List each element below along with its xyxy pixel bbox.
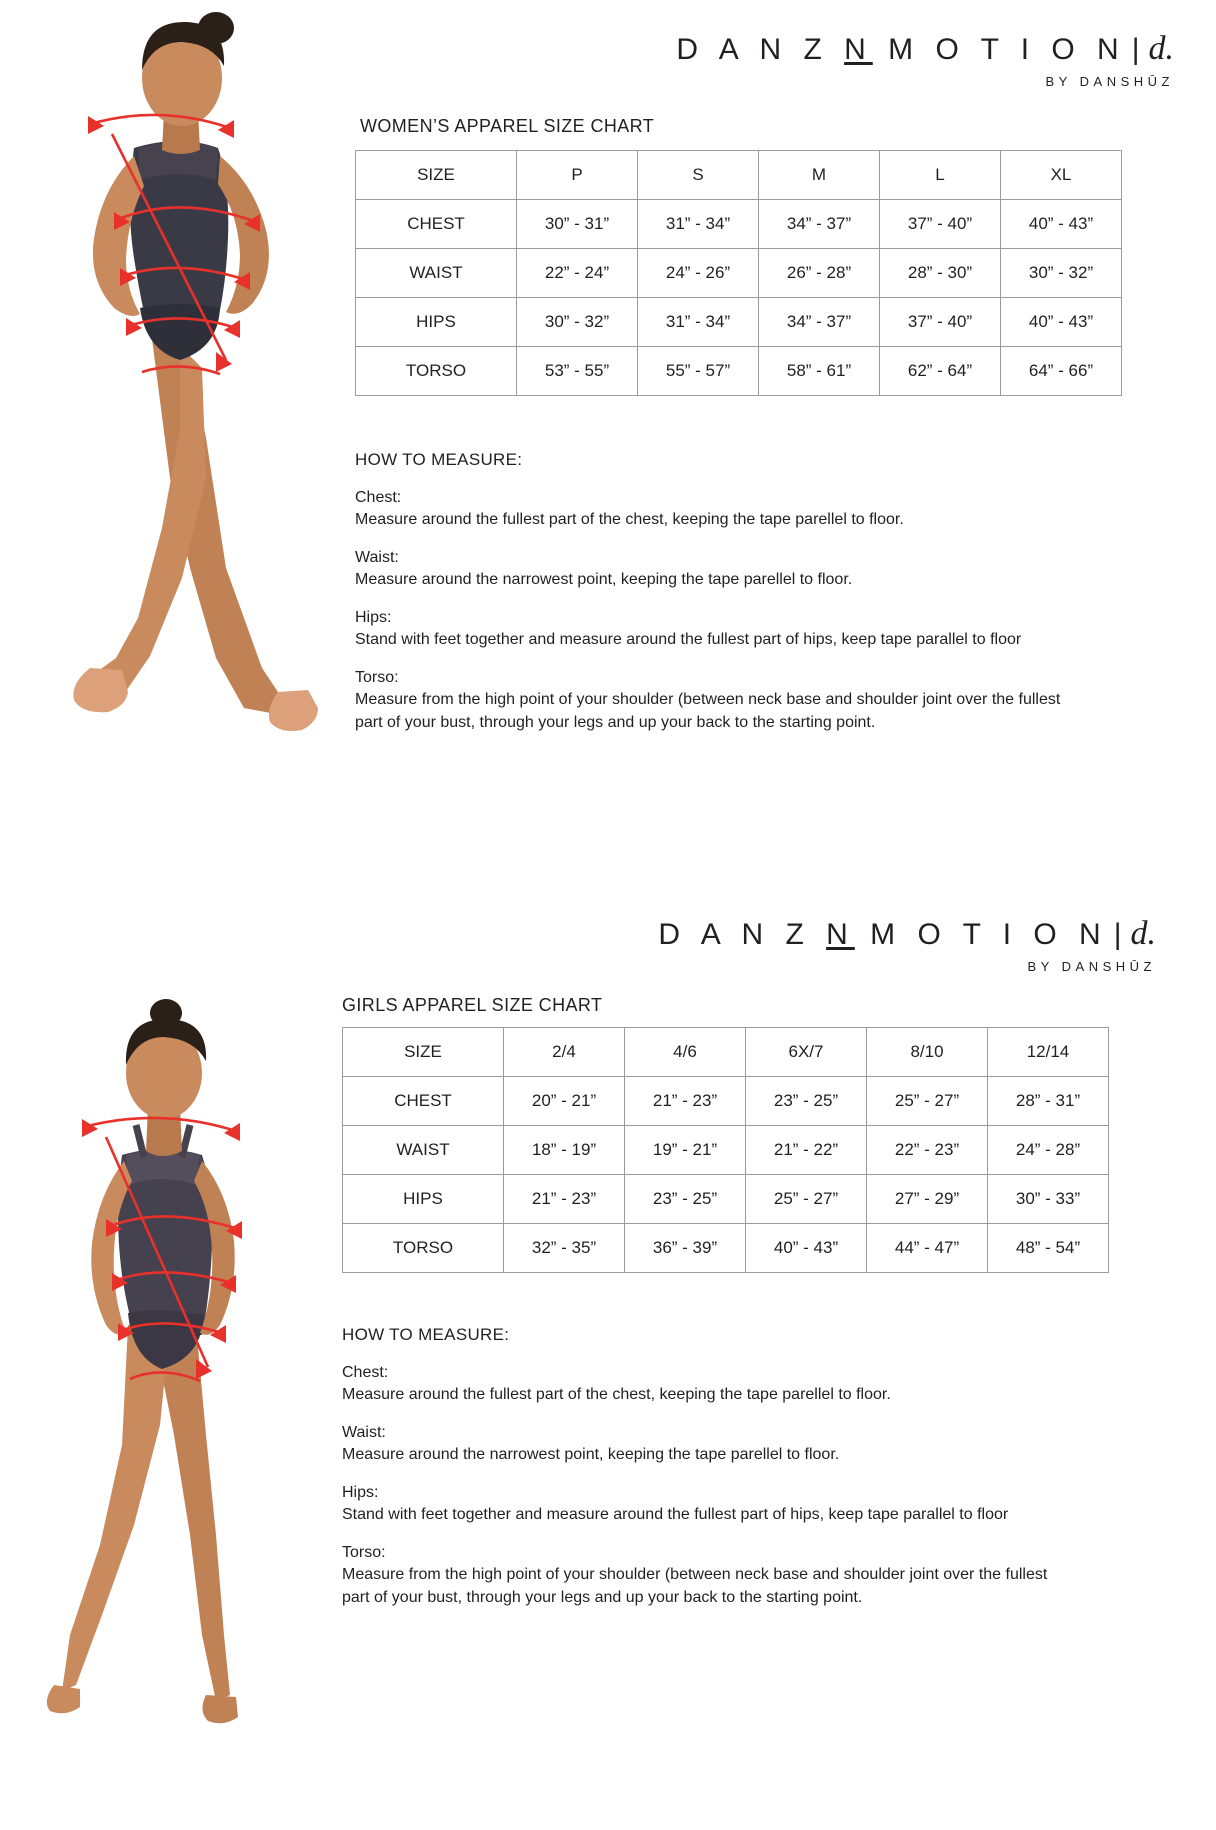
table-cell: 21” - 23” — [504, 1175, 625, 1224]
measure-text: Measure around the fullest part of the chest, keeping the tape parellel to floor. — [355, 511, 904, 529]
table-row — [343, 1126, 1109, 1175]
brand-tagline: BY DANSHŪZ — [1027, 959, 1156, 974]
table-row — [343, 1077, 1109, 1126]
measure-block-chest — [342, 1361, 1057, 1407]
table-cell: 25” - 27” — [867, 1077, 988, 1126]
brand-tagline: BY DANSHŪZ — [1045, 74, 1174, 89]
womens-model-figure — [30, 8, 330, 848]
table-cell: 37” - 40” — [880, 298, 1001, 347]
table-header-cell: S — [638, 151, 759, 200]
table-row — [356, 249, 1122, 298]
table-cell: 40” - 43” — [746, 1224, 867, 1273]
table-header-cell: L — [880, 151, 1001, 200]
brand-name-text: D A N Z N M O T I O N — [676, 33, 1126, 66]
model-shoe-left — [73, 668, 128, 712]
table-cell: 26” - 28” — [759, 249, 880, 298]
measure-label: Waist: — [355, 548, 399, 566]
measure-text: Measure around the fullest part of the chest, keeping the tape parellel to floor. — [342, 1386, 891, 1404]
womens-model-illustration — [30, 8, 330, 848]
measure-label: Waist: — [342, 1423, 386, 1441]
measure-text: Measure from the high point of your shoulder (between neck base and shoulder joint over the fullest part of your bust, through your legs and up your back to the starting point. — [355, 690, 1061, 731]
measure-block-torso — [342, 1541, 1057, 1610]
table-cell: 25” - 27” — [746, 1175, 867, 1224]
measure-text: Stand with feet together and measure around the fullest part of hips, keep tape parallel to floor — [355, 631, 1022, 648]
table-cell: 32” - 35” — [504, 1224, 625, 1273]
table-header-cell: 8/10 — [867, 1028, 988, 1077]
table-cell: 24” - 26” — [638, 249, 759, 298]
measure-block-hips — [355, 606, 1075, 652]
model-shoe-right — [269, 690, 318, 731]
table-cell: 40” - 43” — [1001, 200, 1122, 249]
table-cell: 22” - 23” — [867, 1126, 988, 1175]
table-cell: 21” - 22” — [746, 1126, 867, 1175]
row-label: HIPS — [343, 1175, 504, 1224]
girls-model-figure — [10, 995, 310, 1755]
measure-block-chest — [355, 486, 1075, 532]
table-cell: 62” - 64” — [880, 347, 1001, 396]
arrowhead-shoulder-left — [88, 116, 104, 134]
girls-model-illustration — [10, 995, 310, 1755]
table-cell: 64” - 66” — [1001, 347, 1122, 396]
brand-lockup-women — [676, 30, 1174, 89]
measure-text: Measure around the narrowest point, keeping the tape parellel to floor. — [342, 1446, 840, 1464]
girls-size-chart-section — [0, 905, 1216, 1830]
model-foot-left — [47, 1685, 80, 1713]
row-label: CHEST — [356, 200, 517, 249]
table-cell: 34” - 37” — [759, 298, 880, 347]
measure-block-hips — [342, 1481, 1057, 1527]
how-to-measure-heading: HOW TO MEASURE: — [342, 1325, 510, 1344]
girls-chart-title: GIRLS APPAREL SIZE CHART — [342, 995, 603, 1015]
row-label: CHEST — [343, 1077, 504, 1126]
row-label: WAIST — [356, 249, 517, 298]
womens-size-chart-section — [0, 0, 1216, 905]
table-header-cell: 4/6 — [625, 1028, 746, 1077]
model-leotard-brief — [140, 304, 220, 360]
table-cell: 48” - 54” — [988, 1224, 1109, 1273]
table-header-cell: 12/14 — [988, 1028, 1109, 1077]
row-label: HIPS — [356, 298, 517, 347]
table-cell: 30” - 31” — [517, 200, 638, 249]
table-cell: 58” - 61” — [759, 347, 880, 396]
womens-how-to-measure — [355, 450, 1075, 748]
table-cell: 18” - 19” — [504, 1126, 625, 1175]
brand-lockup-girls — [658, 915, 1156, 974]
table-cell: 53” - 55” — [517, 347, 638, 396]
brand-divider: | — [1113, 918, 1129, 951]
measure-label: Hips: — [355, 608, 392, 626]
how-to-measure-heading: HOW TO MEASURE: — [355, 450, 523, 469]
measure-block-waist — [355, 546, 1075, 592]
table-cell: 28” - 30” — [880, 249, 1001, 298]
arrowhead-shoulder-left — [82, 1119, 98, 1137]
table-cell: 24” - 28” — [988, 1126, 1109, 1175]
brand-wordmark — [658, 915, 1156, 953]
table-row — [356, 200, 1122, 249]
brand-monogram: d. — [1130, 915, 1156, 952]
table-cell: 55” - 57” — [638, 347, 759, 396]
model-hair-bun — [150, 999, 182, 1027]
row-label: TORSO — [343, 1224, 504, 1273]
table-cell: 40” - 43” — [1001, 298, 1122, 347]
table-header-cell: 2/4 — [504, 1028, 625, 1077]
table-cell: 28” - 31” — [988, 1077, 1109, 1126]
measure-text: Measure from the high point of your shoulder (between neck base and shoulder joint over the fullest part of your bust, through your legs and up your back to the starting point. — [342, 1565, 1048, 1606]
table-cell: 30” - 33” — [988, 1175, 1109, 1224]
table-cell: 34” - 37” — [759, 200, 880, 249]
measure-block-torso — [355, 666, 1075, 735]
measure-label: Hips: — [342, 1483, 379, 1501]
table-header-row — [343, 1028, 1109, 1077]
girls-size-table — [342, 1027, 1109, 1273]
measure-block-waist — [342, 1421, 1057, 1467]
arrowhead-torso-end — [196, 1359, 212, 1379]
womens-chart-title: WOMEN’S APPAREL SIZE CHART — [360, 116, 655, 136]
table-header-cell: SIZE — [356, 151, 517, 200]
womens-size-table — [355, 150, 1122, 396]
table-cell: 21” - 23” — [625, 1077, 746, 1126]
brand-monogram: d. — [1148, 30, 1174, 67]
arrowhead-hips-left — [126, 318, 142, 336]
measure-label: Torso: — [342, 1543, 386, 1561]
model-hair-bun — [198, 12, 234, 44]
model-leg-left — [62, 1325, 170, 1691]
table-cell: 36” - 39” — [625, 1224, 746, 1273]
girls-how-to-measure — [342, 1325, 1057, 1623]
table-header-cell: XL — [1001, 151, 1122, 200]
table-row — [356, 347, 1122, 396]
measure-label: Chest: — [342, 1364, 389, 1381]
brand-wordmark — [676, 30, 1174, 68]
measure-label: Torso: — [355, 668, 399, 686]
arrowhead-shoulder-right — [218, 120, 234, 138]
arrowhead-shoulder-right — [224, 1123, 240, 1141]
table-cell: 30” - 32” — [1001, 249, 1122, 298]
row-label: WAIST — [343, 1126, 504, 1175]
table-header-cell: P — [517, 151, 638, 200]
row-label: TORSO — [356, 347, 517, 396]
brand-divider: | — [1131, 33, 1147, 66]
table-header-cell: SIZE — [343, 1028, 504, 1077]
table-cell: 20” - 21” — [504, 1077, 625, 1126]
measure-text: Measure around the narrowest point, keeping the tape parellel to floor. — [355, 571, 853, 589]
table-cell: 30” - 32” — [517, 298, 638, 347]
table-header-cell: M — [759, 151, 880, 200]
table-cell: 22” - 24” — [517, 249, 638, 298]
table-cell: 31” - 34” — [638, 200, 759, 249]
brand-name-text: D A N Z N M O T I O N — [658, 918, 1108, 951]
table-cell: 23” - 25” — [746, 1077, 867, 1126]
table-row — [356, 298, 1122, 347]
table-cell: 31” - 34” — [638, 298, 759, 347]
table-cell: 27” - 29” — [867, 1175, 988, 1224]
table-cell: 37” - 40” — [880, 200, 1001, 249]
model-foot-right — [202, 1695, 238, 1723]
table-row — [343, 1224, 1109, 1273]
table-cell: 44” - 47” — [867, 1224, 988, 1273]
table-header-row — [356, 151, 1122, 200]
table-header-cell: 6X/7 — [746, 1028, 867, 1077]
measure-label: Chest: — [355, 489, 402, 506]
table-cell: 19” - 21” — [625, 1126, 746, 1175]
table-cell: 23” - 25” — [625, 1175, 746, 1224]
arrowhead-hips-right — [224, 320, 240, 338]
measure-text: Stand with feet together and measure around the fullest part of hips, keep tape parallel to floor — [342, 1506, 1009, 1523]
table-row — [343, 1175, 1109, 1224]
